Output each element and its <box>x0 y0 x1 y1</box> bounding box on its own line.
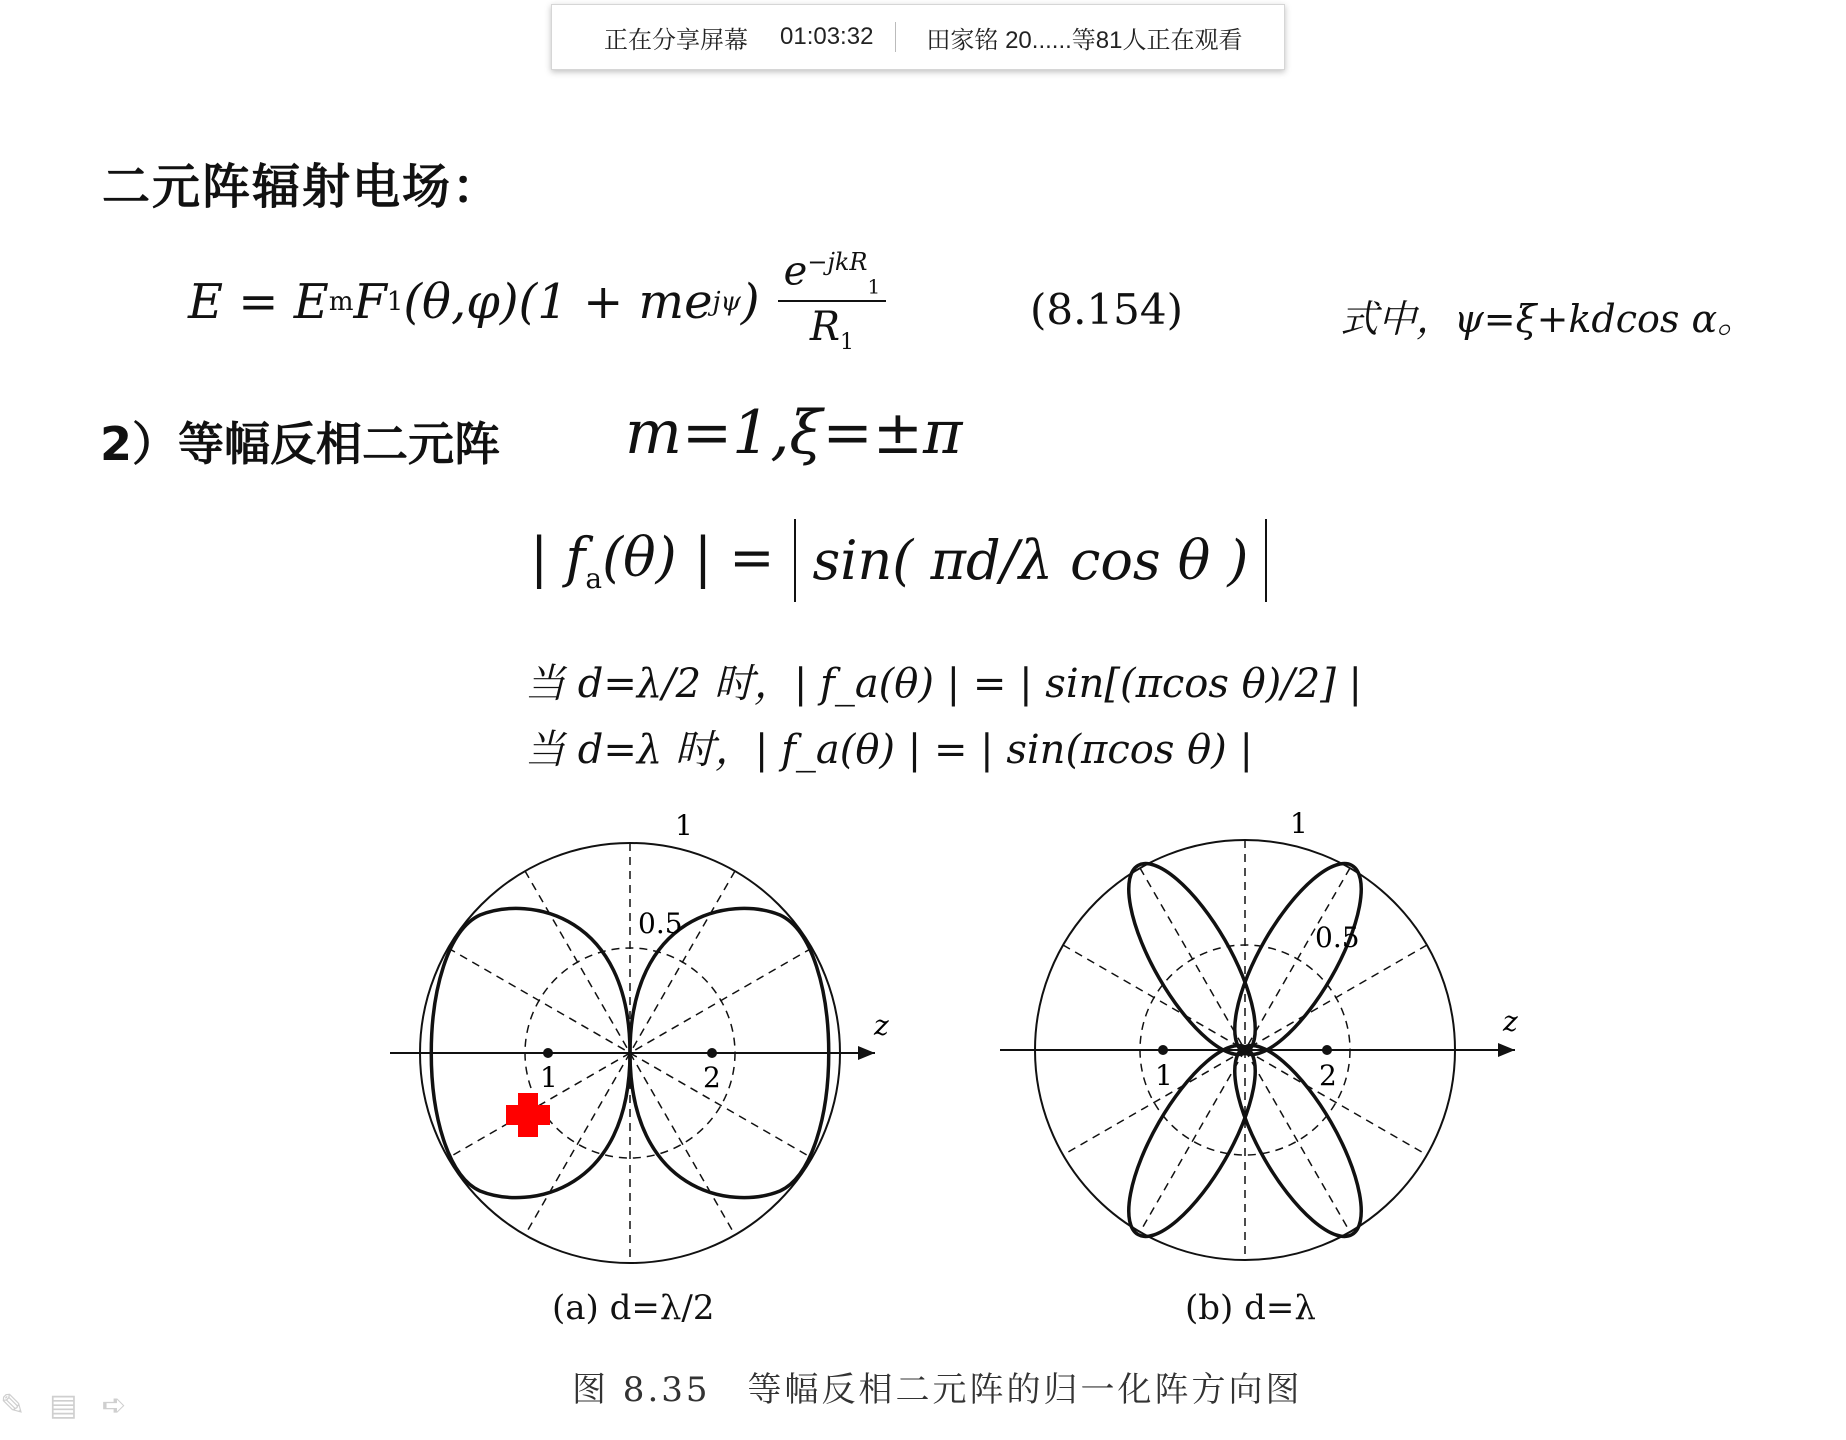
caption-b: (b) d=λ <box>1185 1288 1316 1328</box>
formula-where: 式中，ψ=ξ+kdcos α。 <box>1340 297 1756 341</box>
element-2-dot-a <box>707 1048 717 1058</box>
section-heading: 2）等幅反相二元阵 <box>100 417 501 471</box>
formula-close: ) <box>740 273 760 330</box>
equation-number: (8.154) <box>1030 285 1184 334</box>
caption-a: (a) d=λ/2 <box>552 1288 715 1328</box>
element-1-dot-b <box>1158 1045 1168 1055</box>
z-axis-arrow-a <box>858 1046 875 1060</box>
label-half-a: 0.5 <box>638 907 683 940</box>
formula-lhs: E = E <box>188 273 329 330</box>
polar-pattern-a <box>380 795 900 1275</box>
fraction-numerator: $e^{-jkR}_1$ <box>778 248 887 302</box>
array-factor-rhs: sin( πd/λ cos θ ) <box>794 519 1266 602</box>
label-one-a: 1 <box>675 809 693 842</box>
formula-sub-m: m <box>328 286 354 317</box>
figure-title: 图 8.35 等幅反相二元阵的归一化阵方向图 <box>572 1370 1303 1410</box>
axis-label-z-b: z <box>1503 1005 1518 1038</box>
element-1-dot-a <box>543 1048 553 1058</box>
slideshow-toolbar[interactable] <box>0 1388 127 1423</box>
fraction-denominator: $R_1$ <box>809 304 854 356</box>
divider <box>895 22 896 52</box>
element-1-label-b: 1 <box>1155 1059 1173 1092</box>
case-half-wavelength: 当 d=λ/2 时，| f_a(θ) | = | sin[(πcos θ)/2] | <box>525 661 1363 707</box>
polar-pattern-b <box>985 795 1535 1275</box>
menu-icon[interactable]: ▤ <box>49 1388 78 1423</box>
array-factor-formula <box>530 485 1310 635</box>
section-condition: m=1,ξ=±π <box>625 398 963 468</box>
element-2-label-a: 2 <box>703 1061 721 1094</box>
array-factor-lhs: | $f_a(\theta)$ | = <box>530 525 775 595</box>
slide-title: 二元阵辐射电场： <box>102 159 503 215</box>
element-2-label-b: 2 <box>1319 1059 1337 1092</box>
radiation-field-formula <box>188 248 904 355</box>
formula-f: F <box>353 273 387 330</box>
formula-fraction <box>778 248 887 355</box>
arrow-right-icon[interactable]: ➪ <box>101 1388 127 1423</box>
viewer-count[interactable]: 田家铭 20......等81人正在观看 <box>926 26 1243 54</box>
label-one-b: 1 <box>1290 807 1308 840</box>
formula-sub-1: 1 <box>386 286 404 317</box>
pen-icon[interactable]: ✎ <box>0 1388 26 1423</box>
share-status: 正在分享屏幕 <box>604 26 748 54</box>
formula-sup: jψ <box>712 286 741 317</box>
label-half-b: 0.5 <box>1315 921 1360 954</box>
presenter-cursor-marker <box>506 1093 550 1137</box>
z-axis-arrow-b <box>1498 1043 1515 1057</box>
element-1-label-a: 1 <box>540 1061 558 1094</box>
case-full-wavelength: 当 d=λ 时，| f_a(θ) | = | sin(πcos θ) | <box>525 727 1253 773</box>
cursor-bar-vertical <box>518 1093 538 1137</box>
axis-label-z-a: z <box>874 1009 889 1042</box>
element-2-dot-b <box>1322 1045 1332 1055</box>
formula-args: (θ,φ)(1 + me <box>403 273 713 330</box>
screen-share-bar[interactable] <box>551 4 1285 70</box>
share-timer: 01:03:32 <box>780 23 874 50</box>
